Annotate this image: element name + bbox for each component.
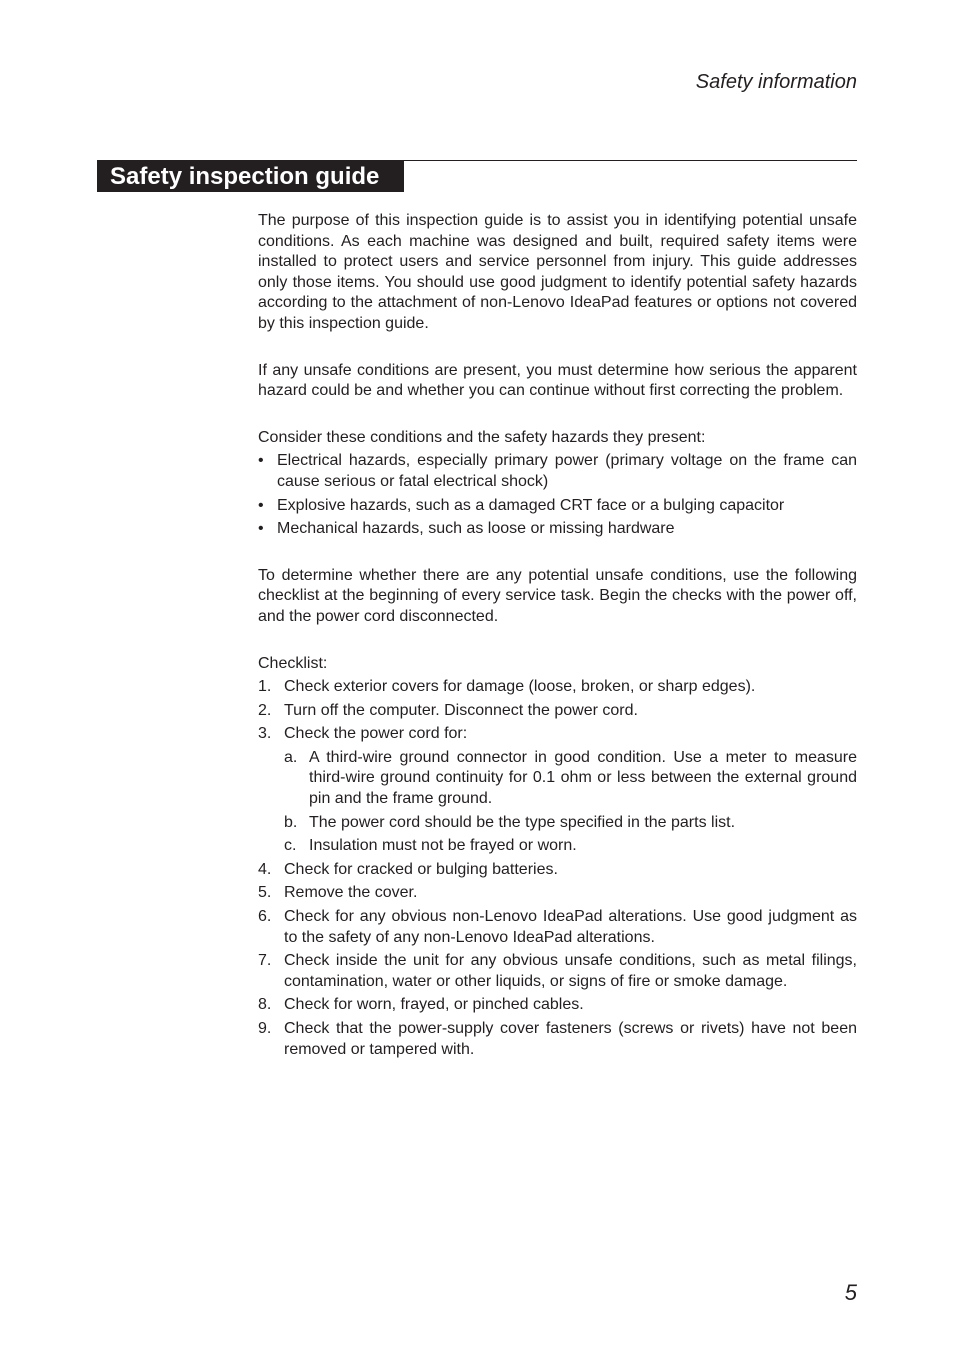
power-cord-sublist bbox=[284, 748, 857, 857]
paragraph-unsafe: If any unsafe conditions are present, you must determine how serious the apparent hazard could be and whether you can continue without first correcting the problem. bbox=[258, 361, 857, 400]
list-item: a. A third-wire ground connector in good condition. Use a meter to measure third-wire ground continuity for 0.1 ohm or less between the external ground pin and the frame ground. bbox=[284, 748, 857, 808]
list-item: 5. Remove the cover. bbox=[258, 884, 418, 902]
running-header: Safety information bbox=[695, 71, 857, 93]
section-title: Safety inspection guide bbox=[97, 160, 404, 192]
body-content bbox=[258, 211, 857, 1063]
paragraph-purpose: The purpose of this inspection guide is to assist you in identifying potential unsafe conditions. As each machine was designed and built, required safety items were installed to protect users and service personnel from injury. This guide addresses only those items. You should use good judgment to identify potential safety hazards according to the attachment of non-Lenovo IdeaPad features or options not covered by this inspection guide. bbox=[258, 212, 857, 332]
list-item: c. Insulation must not be frayed or worn. bbox=[284, 837, 577, 855]
section-heading bbox=[97, 160, 857, 192]
list-item: 4. Check for cracked or bulging batteries. bbox=[258, 860, 558, 878]
paragraph-determine: To determine whether there are any potential unsafe conditions, use the following checklist at the beginning of every service task. Begin the checks with the power off, and the power cord disconnected. bbox=[258, 566, 857, 625]
list-item: 6. Check for any obvious non-Lenovo IdeaPad alterations. Use good judgment as to the safety of any non-Lenovo IdeaPad alterations. bbox=[258, 908, 857, 946]
list-item: • Mechanical hazards, such as loose or missing hardware bbox=[258, 520, 675, 538]
list-item: 8. Check for worn, frayed, or pinched cables. bbox=[258, 996, 584, 1014]
page-number: 5 bbox=[844, 1280, 857, 1305]
checklist-label: Checklist: bbox=[258, 654, 328, 672]
list-item: • Electrical hazards, especially primary power (primary voltage on the frame can cause serious or fatal electrical shock) bbox=[258, 452, 857, 490]
paragraph-consider: Consider these conditions and the safety hazards they present: bbox=[258, 428, 706, 446]
list-item: 3. Check the power cord for: a. A third-wire ground connector in good condition. Use a meter to measure third-wire ground continuity for 0.1 ohm or less between the external ground pin and the frame ground. b. The power cord should be the type specified in the parts list. c. Insulation must not be frayed or worn. bbox=[258, 724, 857, 857]
checklist bbox=[258, 677, 857, 1060]
list-item: • Explosive hazards, such as a damaged CRT face or a bulging capacitor bbox=[258, 496, 785, 514]
list-item: 1. Check exterior covers for damage (loose, broken, or sharp edges). bbox=[258, 678, 756, 696]
list-item: 7. Check inside the unit for any obvious unsafe conditions, such as metal filings, contamination, water or other liquids, or signs of fire or smoke damage. bbox=[258, 952, 857, 990]
list-item: 9. Check that the power-supply cover fasteners (screws or rivets) have not been removed or tampered with. bbox=[258, 1020, 857, 1058]
hazard-list bbox=[258, 451, 857, 539]
list-item: b. The power cord should be the type specified in the parts list. bbox=[284, 813, 736, 831]
list-item: 2. Turn off the computer. Disconnect the power cord. bbox=[258, 701, 638, 719]
